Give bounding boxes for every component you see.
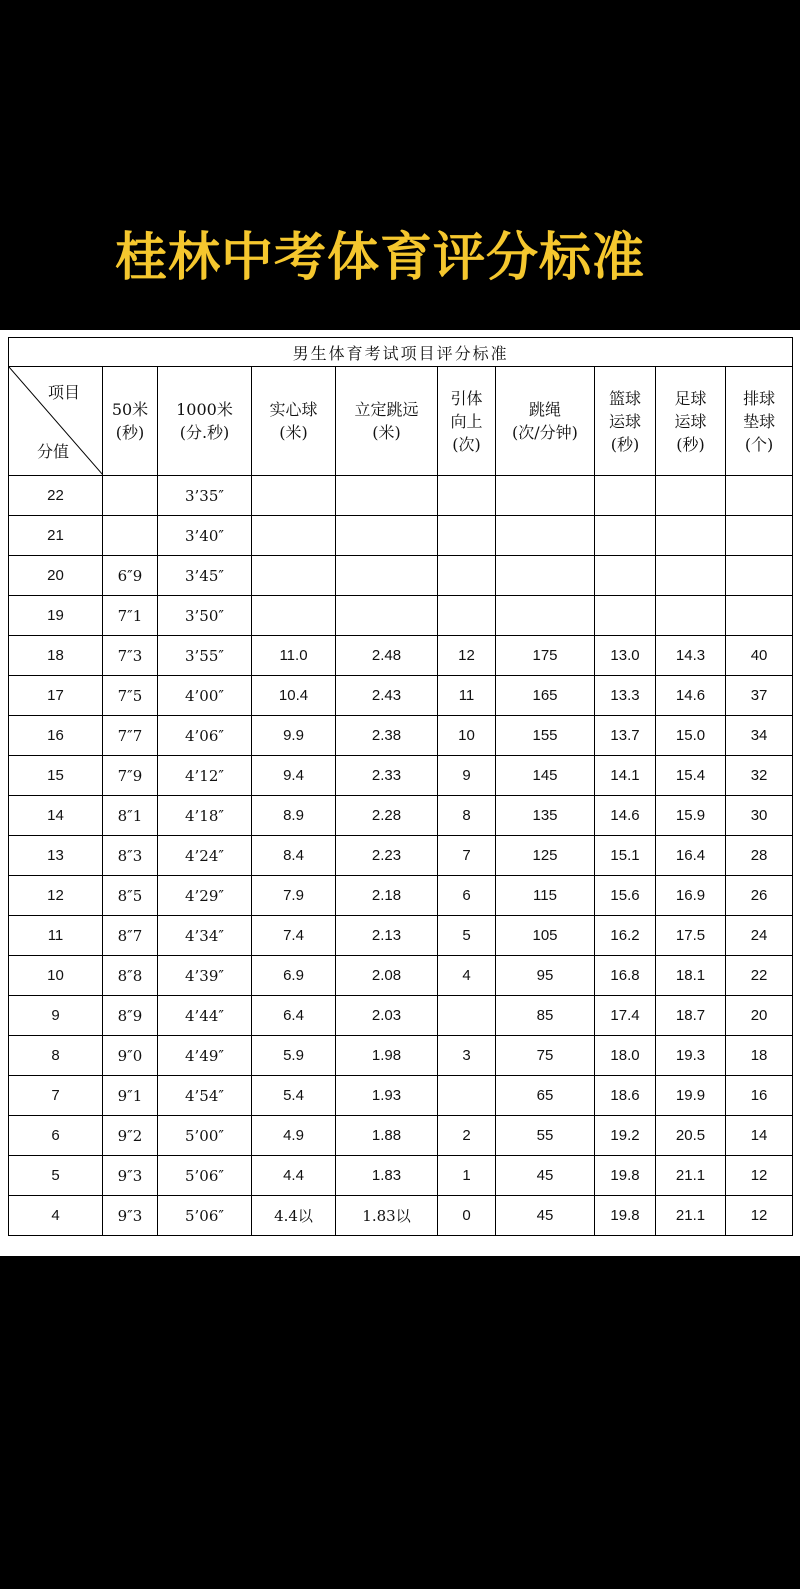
value-cell: 13.3 [595,676,656,716]
value-cell: 45 [496,1196,595,1236]
value-cell: 14 [726,1116,793,1156]
value-cell: 19.8 [595,1196,656,1236]
value-cell [496,596,595,636]
value-cell: 37 [726,676,793,716]
column-header-6 [595,367,656,476]
value-cell: 4.4以 [252,1196,336,1236]
value-cell: 16.2 [595,916,656,956]
value-cell: 14.6 [656,676,726,716]
table-caption-row [9,338,793,367]
value-cell [496,476,595,516]
value-cell: 16.9 [656,876,726,916]
value-cell: 5 [438,916,496,956]
value-cell: 7 [438,836,496,876]
value-cell [438,476,496,516]
value-cell: 45 [496,1156,595,1196]
value-cell: 8.4 [252,836,336,876]
table-row [9,756,793,796]
value-cell [726,556,793,596]
value-cell: 14.3 [656,636,726,676]
value-cell: 19.3 [656,1036,726,1076]
column-header-8 [726,367,793,476]
value-cell: 115 [496,876,595,916]
value-cell: 18.0 [595,1036,656,1076]
value-cell: 4’24″ [158,836,252,876]
score-cell: 18 [9,636,103,676]
value-cell [496,556,595,596]
value-cell: 1.83以 [336,1196,438,1236]
column-header-line: (秒) [676,434,705,454]
value-cell: 175 [496,636,595,676]
value-cell: 9″1 [103,1076,158,1116]
column-header-line: 50米 [111,400,149,419]
value-cell: 13.0 [595,636,656,676]
value-cell: 32 [726,756,793,796]
score-cell: 8 [9,1036,103,1076]
value-cell: 9″3 [103,1156,158,1196]
value-cell [595,596,656,636]
table-header-row [9,367,793,476]
value-cell: 4 [438,956,496,996]
value-cell: 5’06″ [158,1156,252,1196]
score-cell: 20 [9,556,103,596]
column-header-line: 向上 [450,411,483,431]
value-cell: 0 [438,1196,496,1236]
value-cell: 125 [496,836,595,876]
value-cell: 5’06″ [158,1196,252,1236]
column-header-line: (分.秒) [179,423,230,442]
value-cell: 15.4 [656,756,726,796]
value-cell [438,596,496,636]
value-cell: 4’49″ [158,1036,252,1076]
value-cell: 1.83 [336,1156,438,1196]
value-cell: 4’54″ [158,1076,252,1116]
value-cell: 9″3 [103,1196,158,1236]
column-header-7 [656,367,726,476]
value-cell: 4’29″ [158,876,252,916]
table-row [9,796,793,836]
value-cell: 9.9 [252,716,336,756]
score-cell: 16 [9,716,103,756]
value-cell: 4’18″ [158,796,252,836]
value-cell: 10.4 [252,676,336,716]
value-cell [252,596,336,636]
value-cell: 9 [438,756,496,796]
score-cell: 17 [9,676,103,716]
value-cell: 8″5 [103,876,158,916]
value-cell: 2.13 [336,916,438,956]
value-cell [656,516,726,556]
value-cell: 165 [496,676,595,716]
value-cell: 2.33 [336,756,438,796]
score-cell: 9 [9,996,103,1036]
value-cell: 85 [496,996,595,1036]
value-cell: 3 [438,1036,496,1076]
column-header-line: 立定跳远 [354,400,419,419]
value-cell: 3’50″ [158,596,252,636]
value-cell: 4.9 [252,1116,336,1156]
value-cell: 28 [726,836,793,876]
value-cell: 5’00″ [158,1116,252,1156]
score-cell: 13 [9,836,103,876]
value-cell: 1.93 [336,1076,438,1116]
value-cell: 4.4 [252,1156,336,1196]
table-row [9,876,793,916]
value-cell [336,556,438,596]
value-cell: 40 [726,636,793,676]
value-cell [726,596,793,636]
value-cell: 4’39″ [158,956,252,996]
value-cell [438,516,496,556]
column-header-5 [496,367,595,476]
value-cell: 24 [726,916,793,956]
value-cell [252,556,336,596]
value-cell: 14.6 [595,796,656,836]
value-cell: 3’35″ [158,476,252,516]
value-cell: 21.1 [656,1196,726,1236]
score-cell: 15 [9,756,103,796]
value-cell: 13.7 [595,716,656,756]
value-cell [336,476,438,516]
value-cell: 8″7 [103,916,158,956]
value-cell: 20 [726,996,793,1036]
value-cell: 3’45″ [158,556,252,596]
value-cell: 6 [438,876,496,916]
value-cell: 7″9 [103,756,158,796]
value-cell: 2.08 [336,956,438,996]
value-cell [438,996,496,1036]
table-row [9,1076,793,1116]
table-row [9,516,793,556]
column-header-3 [336,367,438,476]
value-cell: 15.0 [656,716,726,756]
score-cell: 21 [9,516,103,556]
table-row [9,636,793,676]
value-cell: 135 [496,796,595,836]
value-cell: 12 [726,1156,793,1196]
value-cell [336,596,438,636]
value-cell [656,596,726,636]
value-cell: 17.5 [656,916,726,956]
score-cell: 12 [9,876,103,916]
value-cell [726,476,793,516]
value-cell: 15.9 [656,796,726,836]
table-row [9,556,793,596]
value-cell: 10 [438,716,496,756]
value-cell: 8 [438,796,496,836]
value-cell: 34 [726,716,793,756]
table-row [9,996,793,1036]
value-cell: 19.9 [656,1076,726,1116]
value-cell: 16.4 [656,836,726,876]
column-header-4 [438,367,496,476]
page-title: 桂林中考体育评分标准 [114,228,645,288]
value-cell: 22 [726,956,793,996]
column-header-line: 排球 [743,388,776,408]
value-cell [595,476,656,516]
score-cell: 7 [9,1076,103,1116]
value-cell: 2.43 [336,676,438,716]
value-cell: 14.1 [595,756,656,796]
value-cell [656,556,726,596]
value-cell: 18.1 [656,956,726,996]
table-row [9,1036,793,1076]
value-cell: 1 [438,1156,496,1196]
value-cell [595,556,656,596]
column-header-line: 运球 [608,411,641,431]
corner-item-label: 项目 [47,383,80,402]
table-row [9,916,793,956]
value-cell: 2.38 [336,716,438,756]
value-cell: 1.98 [336,1036,438,1076]
value-cell: 18 [726,1036,793,1076]
value-cell: 155 [496,716,595,756]
value-cell [336,516,438,556]
value-cell: 11 [438,676,496,716]
value-cell: 5.9 [252,1036,336,1076]
value-cell: 8.9 [252,796,336,836]
value-cell: 55 [496,1116,595,1156]
value-cell [252,516,336,556]
column-header-line: 1000米 [176,400,233,419]
table-row [9,596,793,636]
value-cell [656,476,726,516]
column-header-line: (个) [744,434,774,454]
value-cell: 4’00″ [158,676,252,716]
score-cell: 10 [9,956,103,996]
score-cell: 22 [9,476,103,516]
value-cell: 19.8 [595,1156,656,1196]
column-header-line: 引体 [450,388,483,408]
value-cell: 6.9 [252,956,336,996]
value-cell: 75 [496,1036,595,1076]
table-row [9,1196,793,1236]
column-header-line: 篮球 [608,388,641,408]
table-row [9,716,793,756]
table-row [9,476,793,516]
value-cell [726,516,793,556]
value-cell: 6.4 [252,996,336,1036]
value-cell: 11.0 [252,636,336,676]
value-cell: 12 [438,636,496,676]
value-cell: 19.2 [595,1116,656,1156]
value-cell: 16.8 [595,956,656,996]
column-header-line: 跳绳 [528,400,561,419]
value-cell: 7.4 [252,916,336,956]
value-cell: 18.6 [595,1076,656,1116]
table-row [9,836,793,876]
value-cell: 3’40″ [158,516,252,556]
value-cell: 30 [726,796,793,836]
table-row [9,956,793,996]
value-cell [496,516,595,556]
value-cell: 8″1 [103,796,158,836]
score-sheet [0,330,800,1256]
score-cell: 11 [9,916,103,956]
column-header-2 [252,367,336,476]
value-cell: 15.6 [595,876,656,916]
value-cell [438,556,496,596]
value-cell: 18.7 [656,996,726,1036]
value-cell: 4’06″ [158,716,252,756]
value-cell: 2 [438,1116,496,1156]
value-cell: 15.1 [595,836,656,876]
value-cell: 3’55″ [158,636,252,676]
value-cell: 9″2 [103,1116,158,1156]
value-cell: 65 [496,1076,595,1116]
table-row [9,676,793,716]
value-cell: 7″3 [103,636,158,676]
column-header-line: (次) [452,434,481,454]
score-cell: 6 [9,1116,103,1156]
column-header-line: (次/分钟) [512,423,578,442]
value-cell: 6″9 [103,556,158,596]
column-header-line: 垫球 [743,411,776,431]
value-cell: 16 [726,1076,793,1116]
column-header-line: 足球 [674,388,707,408]
value-cell: 2.03 [336,996,438,1036]
column-header-1 [158,367,252,476]
value-cell: 1.88 [336,1116,438,1156]
value-cell [252,476,336,516]
value-cell: 7″1 [103,596,158,636]
value-cell: 95 [496,956,595,996]
corner-score-label: 分值 [37,442,70,461]
value-cell: 145 [496,756,595,796]
column-header-line: 运球 [674,411,707,431]
value-cell: 7.9 [252,876,336,916]
value-cell: 7″7 [103,716,158,756]
column-header-0 [103,367,158,476]
column-header-line: (米) [279,423,308,442]
value-cell: 9″0 [103,1036,158,1076]
column-header-line: (米) [372,423,401,442]
value-cell [103,516,158,556]
score-cell: 5 [9,1156,103,1196]
score-cell: 14 [9,796,103,836]
score-cell: 4 [9,1196,103,1236]
value-cell: 105 [496,916,595,956]
value-cell: 21.1 [656,1156,726,1196]
value-cell: 9.4 [252,756,336,796]
value-cell: 7″5 [103,676,158,716]
score-cell: 19 [9,596,103,636]
value-cell: 12 [726,1196,793,1236]
column-header-line: 实心球 [269,400,318,419]
column-header-line: (秒) [115,423,145,442]
value-cell: 2.48 [336,636,438,676]
column-header-line: (秒) [610,434,640,454]
value-cell: 4’12″ [158,756,252,796]
value-cell: 8″9 [103,996,158,1036]
value-cell: 2.18 [336,876,438,916]
value-cell: 26 [726,876,793,916]
value-cell: 8″8 [103,956,158,996]
value-cell: 20.5 [656,1116,726,1156]
value-cell: 5.4 [252,1076,336,1116]
table-caption: 男生体育考试项目评分标准 [9,338,793,367]
table-row [9,1116,793,1156]
table-row [9,1156,793,1196]
value-cell: 8″3 [103,836,158,876]
value-cell: 4’34″ [158,916,252,956]
value-cell: 4’44″ [158,996,252,1036]
value-cell: 2.23 [336,836,438,876]
value-cell [595,516,656,556]
score-table [8,337,793,1236]
value-cell: 17.4 [595,996,656,1036]
value-cell: 2.28 [336,796,438,836]
value-cell [438,1076,496,1116]
value-cell [103,476,158,516]
corner-header-cell [9,367,103,476]
